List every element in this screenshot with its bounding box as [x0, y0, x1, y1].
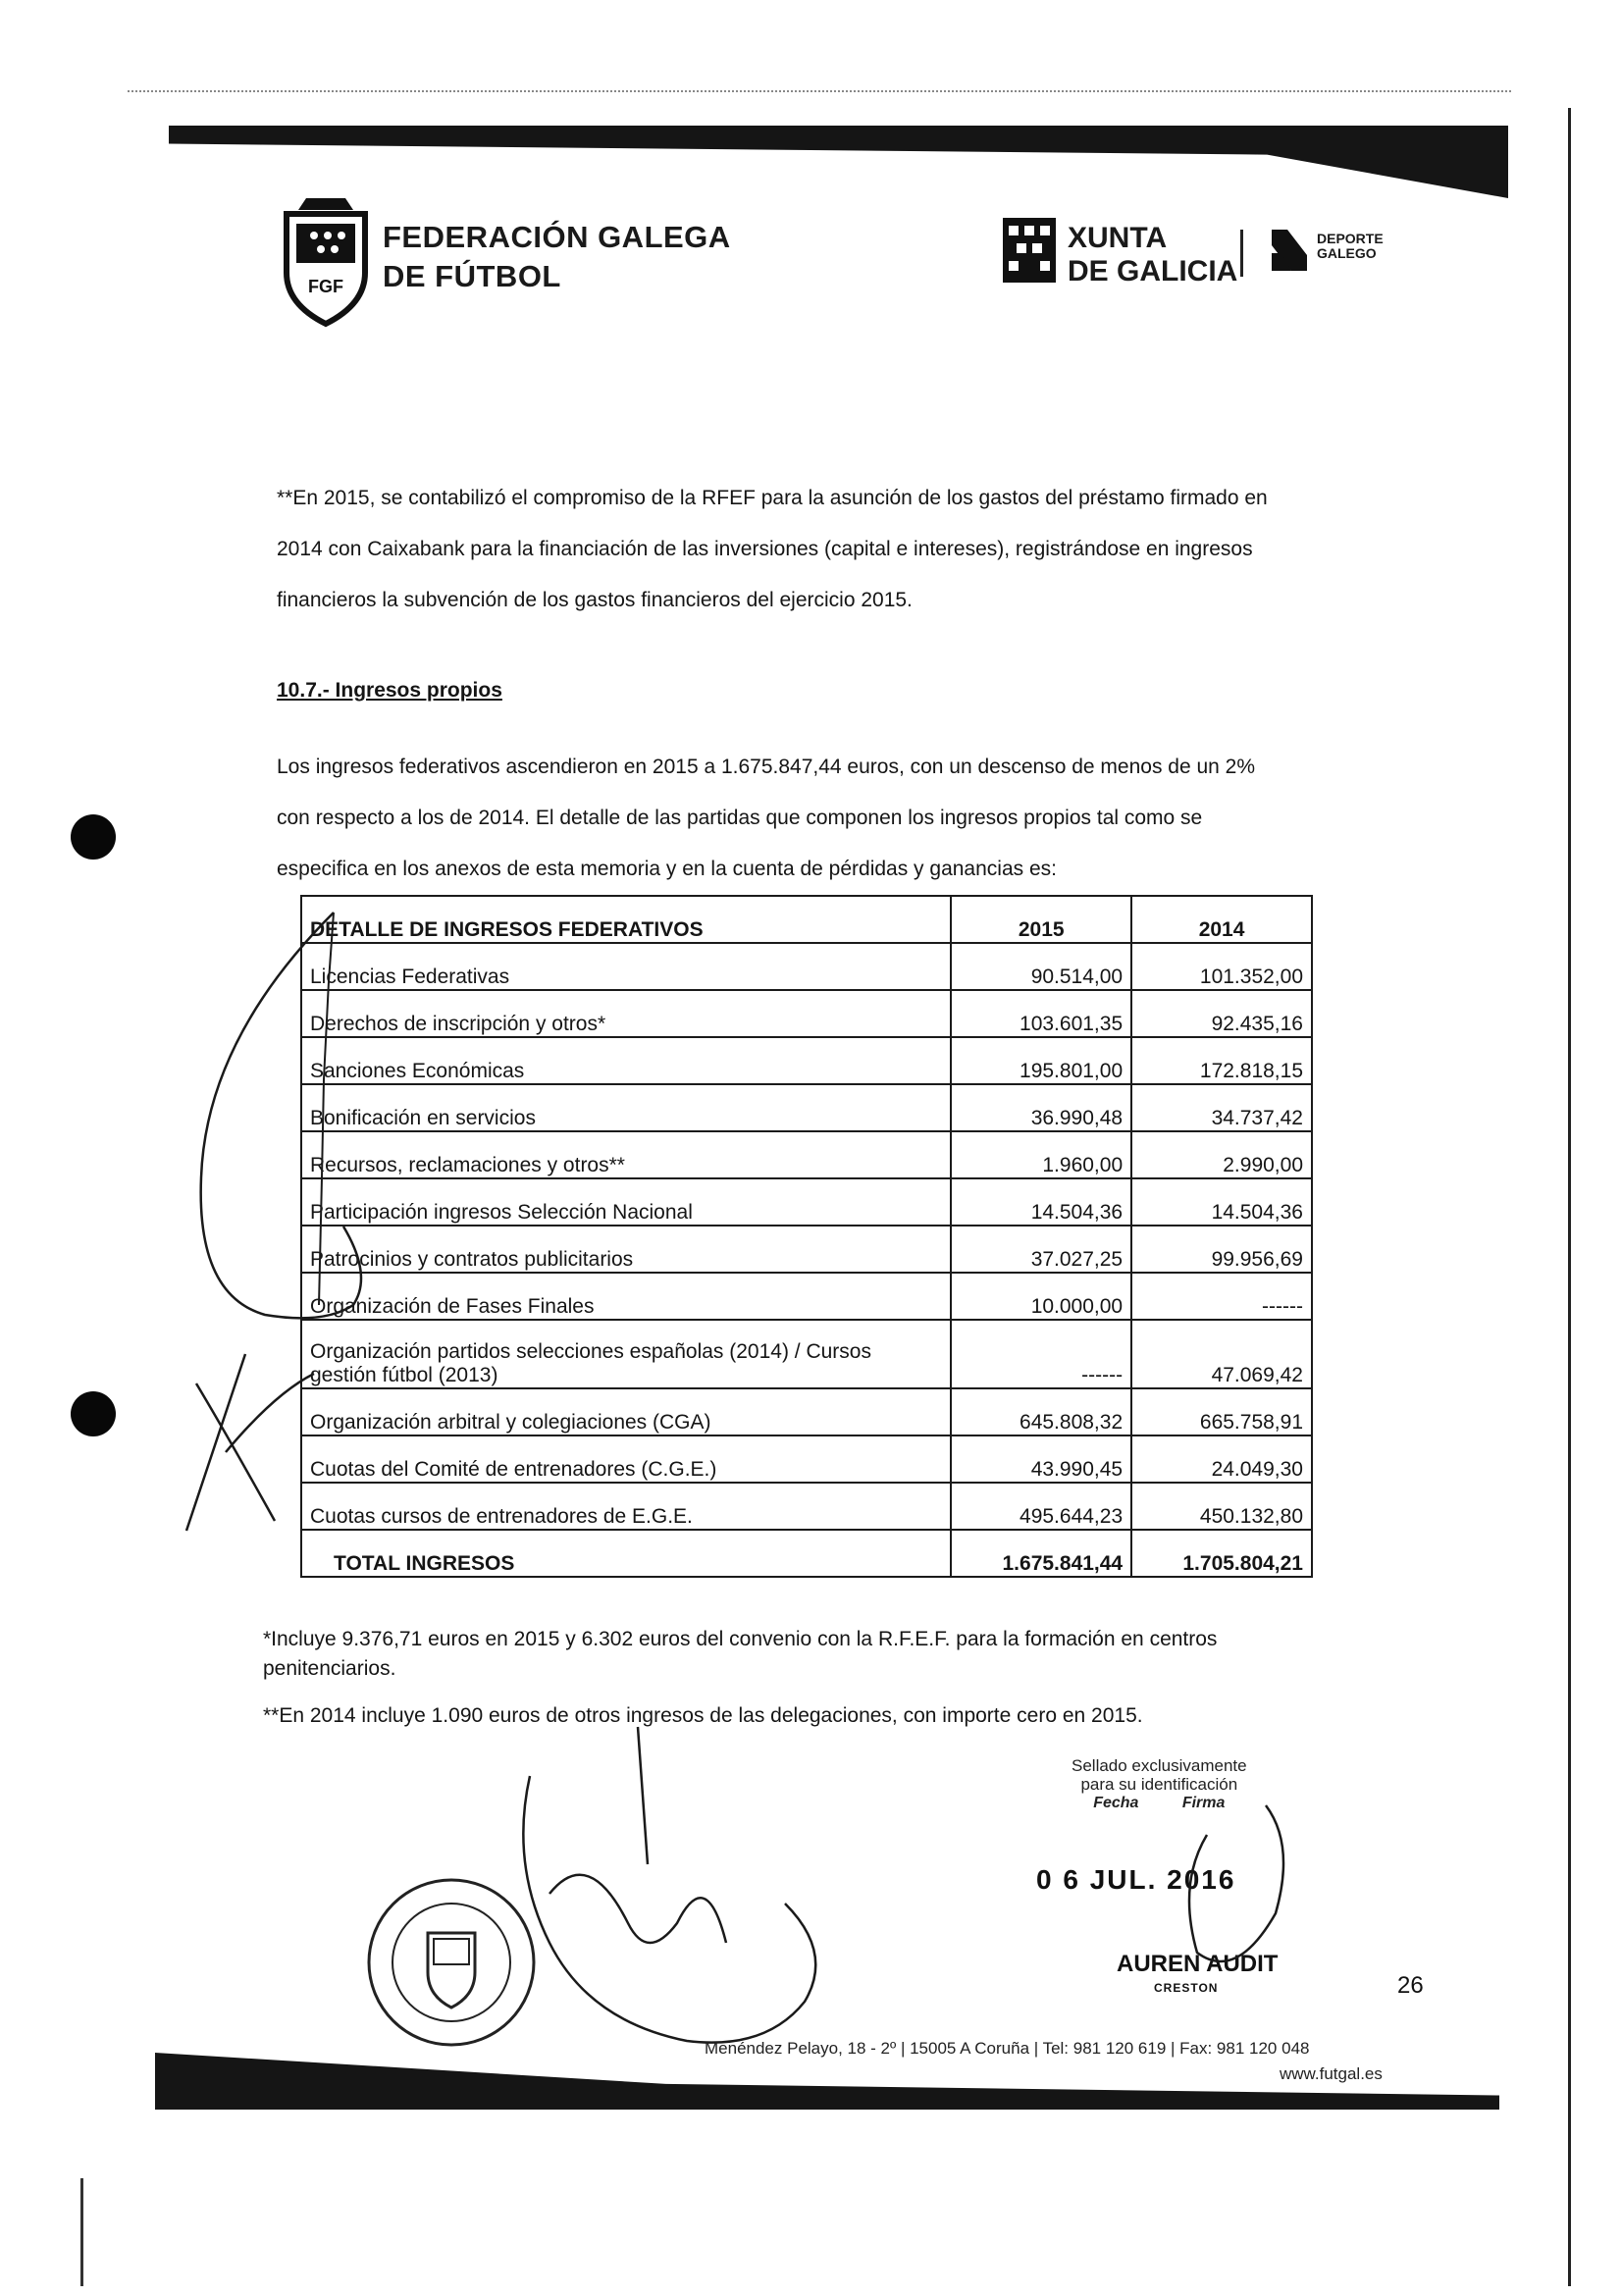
row-label: Cuotas del Comité de entrenadores (C.G.E.): [301, 1435, 951, 1483]
table-row: [301, 1320, 1312, 1388]
row-value-2014: ------: [1131, 1273, 1312, 1320]
footnote-2: **En 2014 incluye 1.090 euros de otros ingresos de las delegaciones, con importe cero en 2015.: [263, 1704, 1143, 1727]
total-value-2014: 1.705.804,21: [1131, 1530, 1312, 1577]
table-row: [301, 1178, 1312, 1226]
punch-hole-bottom: [71, 1391, 116, 1436]
row-label: Patrocinios y contratos publicitarios: [301, 1226, 951, 1273]
federation-crest-icon: [277, 194, 375, 328]
federation-name-line1: FEDERACIÓN GALEGA: [383, 220, 731, 254]
header-cell-2015: 2015: [951, 896, 1131, 943]
row-value-2015: 37.027,25: [951, 1226, 1131, 1273]
table-row: [301, 1131, 1312, 1178]
row-value-2014: 24.049,30: [1131, 1435, 1312, 1483]
row-label: Organización de Fases Finales: [301, 1273, 951, 1320]
section-line3: especifica en los anexos de esta memoria y en la cuenta de pérdidas y ganancias es:: [277, 858, 1057, 880]
row-value-2015: 10.000,00: [951, 1273, 1131, 1320]
table-header-row: [301, 896, 1312, 943]
row-value-2014: 14.504,36: [1131, 1178, 1312, 1226]
table-row: [301, 943, 1312, 990]
row-value-2015: 195.801,00: [951, 1037, 1131, 1084]
row-value-2014: 92.435,16: [1131, 990, 1312, 1037]
page-number: 26: [1397, 1972, 1424, 1999]
auditor-stamp: [1072, 1756, 1247, 1812]
section-line2: con respecto a los de 2014. El detalle de las partidas que componen los ingresos propios tal como se: [277, 807, 1203, 829]
punch-hole-top: [71, 814, 116, 860]
deporte-name-line1: DEPORTE: [1317, 231, 1384, 246]
row-label: Bonificación en servicios: [301, 1084, 951, 1131]
stamp-line1: Sellado exclusivamente: [1072, 1756, 1247, 1775]
xunta-name-line1: XUNTA: [1068, 222, 1168, 254]
scan-right-edge: [1568, 108, 1571, 2286]
intro-note-line3: financieros la subvención de los gastos financieros del ejercicio 2015.: [277, 589, 913, 611]
section-heading: 10.7.- Ingresos propios: [277, 679, 502, 702]
federation-seal-icon: [363, 1874, 540, 2051]
row-value-2015: ------: [951, 1320, 1131, 1388]
federation-name: [383, 218, 731, 296]
row-value-2014: 101.352,00: [1131, 943, 1312, 990]
row-label: Derechos de inscripción y otros*: [301, 990, 951, 1037]
row-label: Participación ingresos Selección Nacional: [301, 1178, 951, 1226]
crest-text: FGF: [308, 277, 343, 296]
scan-left-edge: [80, 2178, 83, 2286]
row-value-2015: 14.504,36: [951, 1178, 1131, 1226]
row-value-2014: 34.737,42: [1131, 1084, 1312, 1131]
intro-note: [277, 473, 1268, 626]
xunta-name-line2: DE GALICIA: [1068, 255, 1238, 287]
row-label: Sanciones Económicas: [301, 1037, 951, 1084]
row-label: Recursos, reclamaciones y otros**: [301, 1131, 951, 1178]
stamp-columns: [1072, 1794, 1247, 1812]
footnote-1-line2: penitenciarios.: [263, 1657, 396, 1680]
table-row: [301, 1388, 1312, 1435]
row-value-2015: 1.960,00: [951, 1131, 1131, 1178]
xunta-name: [1068, 222, 1237, 288]
table-row: [301, 1037, 1312, 1084]
deporte-name-line2: GALEGO: [1317, 245, 1377, 261]
row-value-2014: 172.818,15: [1131, 1037, 1312, 1084]
row-value-2015: 90.514,00: [951, 943, 1131, 990]
header-cell-2014: 2014: [1131, 896, 1312, 943]
section-line1: Los ingresos federativos ascendieron en 2015 a 1.675.847,44 euros, con un descenso de menos de un 2%: [277, 756, 1256, 778]
row-value-2014: 2.990,00: [1131, 1131, 1312, 1178]
scan-edge-line: [128, 90, 1511, 94]
logo-separator: [1240, 230, 1243, 277]
table-row: [301, 1226, 1312, 1273]
table-row: [301, 1435, 1312, 1483]
footer-address: Menéndez Pelayo, 18 - 2º | 15005 A Coruña | Tel: 981 120 619 | Fax: 981 120 048: [705, 2039, 1310, 2058]
auditor-name: AUREN AUDIT: [1117, 1951, 1279, 1977]
deporte-galego-name: [1317, 232, 1384, 261]
intro-note-line2: 2014 con Caixabank para la financiación de las inversiones (capital e intereses), registrándose en ingresos: [277, 538, 1253, 560]
row-value-2015: 36.990,48: [951, 1084, 1131, 1131]
header-bar: [169, 126, 1508, 198]
table-total-row: [301, 1530, 1312, 1577]
intro-note-line1: **En 2015, se contabilizó el compromiso de la RFEF para la asunción de los gastos del préstamo firmado en: [277, 487, 1268, 509]
row-label: Cuotas cursos de entrenadores de E.G.E.: [301, 1483, 951, 1530]
total-label: TOTAL INGRESOS: [301, 1530, 951, 1577]
stamp-line2: para su identificación: [1080, 1775, 1238, 1794]
row-label: Licencias Federativas: [301, 943, 951, 990]
income-table: [300, 895, 1313, 1578]
section-paragraph: [277, 742, 1255, 895]
row-value-2015: 645.808,32: [951, 1388, 1131, 1435]
stamp-fecha: Fecha: [1093, 1795, 1139, 1811]
xunta-emblem-icon: [1003, 218, 1056, 283]
row-value-2015: 43.990,45: [951, 1435, 1131, 1483]
row-value-2014: 99.956,69: [1131, 1226, 1312, 1273]
footnote-1: [263, 1625, 1217, 1684]
stamp-firma: Firma: [1181, 1795, 1226, 1811]
row-label: Organización partidos selecciones españolas (2014) / Cursos gestión fútbol (2013): [301, 1320, 951, 1388]
footnote-1-line1: *Incluye 9.376,71 euros en 2015 y 6.302 euros del convenio con la R.F.E.F. para la formación en centros: [263, 1628, 1218, 1650]
auditor-logo: [1117, 1953, 1278, 2000]
federation-name-line2: DE FÚTBOL: [383, 259, 561, 293]
stamp-date: 0 6 JUL. 2016: [1036, 1864, 1236, 1895]
total-value-2015: 1.675.841,44: [951, 1530, 1131, 1577]
row-value-2015: 495.644,23: [951, 1483, 1131, 1530]
row-value-2014: 47.069,42: [1131, 1320, 1312, 1388]
deporte-galego-icon: [1268, 226, 1311, 275]
row-value-2014: 665.758,91: [1131, 1388, 1312, 1435]
row-value-2014: 450.132,80: [1131, 1483, 1312, 1530]
table-row: [301, 1483, 1312, 1530]
row-label: Organización arbitral y colegiaciones (CGA): [301, 1388, 951, 1435]
auditor-sub: CRESTON: [1154, 1981, 1219, 1995]
table-row: [301, 1273, 1312, 1320]
header-cell-detail: DETALLE DE INGRESOS FEDERATIVOS: [301, 896, 951, 943]
table-row: [301, 990, 1312, 1037]
table-row: [301, 1084, 1312, 1131]
footer-website[interactable]: www.futgal.es: [1280, 2064, 1383, 2083]
row-value-2015: 103.601,35: [951, 990, 1131, 1037]
